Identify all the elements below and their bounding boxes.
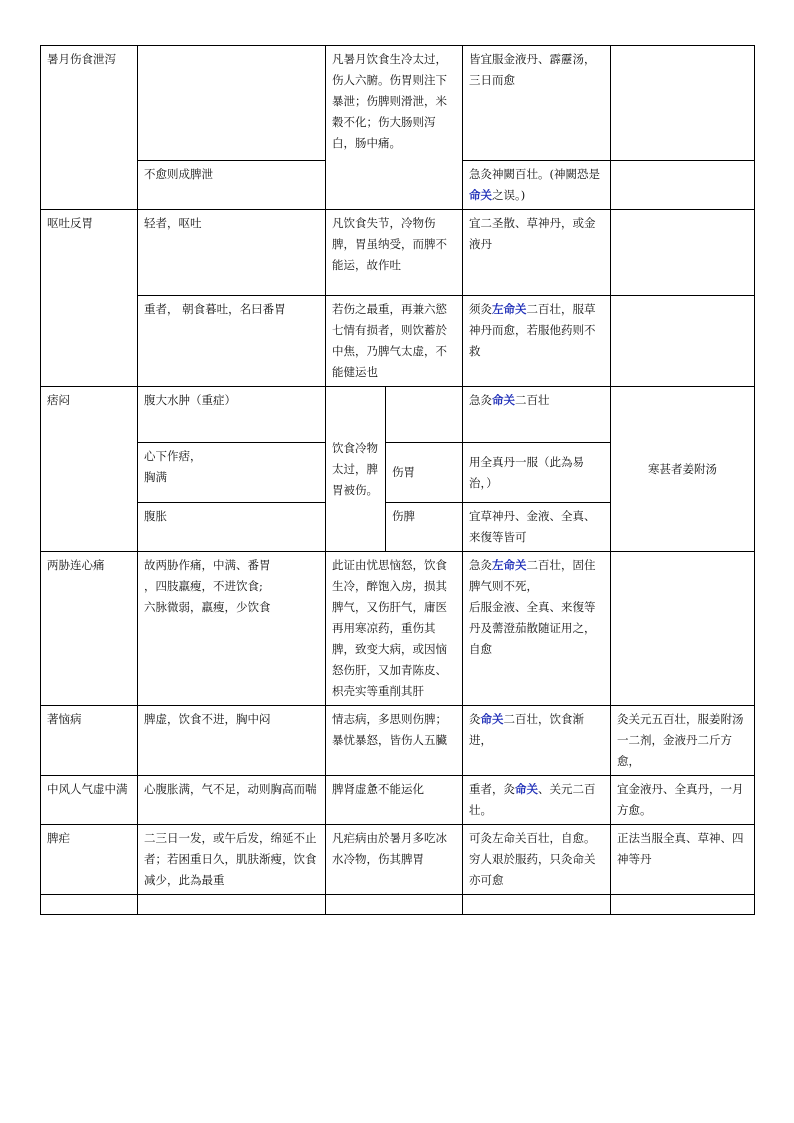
symptom-cell: 呕吐反胃 xyxy=(41,210,138,387)
treatment-cell: 宜二圣散、草神丹，或金液丹 xyxy=(463,210,611,296)
empty-cell xyxy=(41,895,138,915)
note-cell: 灸关元五百壮，服姜附汤一二剂，金液丹二斤方愈， xyxy=(611,706,755,776)
detail-cell: 轻者，呕吐 xyxy=(138,210,326,296)
treatment-text: 重者，灸 xyxy=(469,782,515,796)
treatment-text: 须灸 xyxy=(469,302,492,316)
detail-cell: 腹胀 xyxy=(138,503,326,552)
treatment-text: 急灸神闕百壮。(神闕恐是 xyxy=(469,167,600,181)
treatment-text: 急灸 xyxy=(469,393,492,407)
detail-line: 六脉微弱，羸瘦，少饮食 xyxy=(144,600,271,614)
note-cell xyxy=(611,210,755,296)
cause-cell: 凡暑月饮食生冷太过，伤人六腑。伤胃则注下暴泄；伤脾则滑泄，米穀不化；伤大肠则泻白，肠中痛。 xyxy=(326,46,463,210)
treatment-cell: 宜草神丹、金液、全真、来復等皆可 xyxy=(463,503,611,552)
treatment-cell xyxy=(463,706,611,776)
cause-cell: 饮食冷物太过，脾胃被伤。 xyxy=(326,387,386,552)
table-row xyxy=(41,46,755,161)
treatment-cell xyxy=(463,161,611,210)
acupoint-highlight: 命关 xyxy=(469,188,492,202)
empty-cell xyxy=(611,895,755,915)
symptom-cell: 著恼病 xyxy=(41,706,138,776)
detail-cell xyxy=(138,46,326,161)
note-cell xyxy=(611,296,755,387)
acupoint-highlight: 左命关 xyxy=(492,558,527,572)
treatment-cell: 皆宜服金液丹、霹靂汤，三日而愈 xyxy=(463,46,611,161)
note-cell xyxy=(611,161,755,210)
detail-line: 心下作痞， xyxy=(144,449,202,463)
table-row xyxy=(41,296,755,387)
symptom-cell: 痞闷 xyxy=(41,387,138,552)
detail-line: 故两胁作痛，中满、番胃 xyxy=(144,558,271,572)
empty-cell xyxy=(463,895,611,915)
detail-line: ，四肢羸瘦，不进饮食; xyxy=(144,579,263,593)
symptom-cell: 脾疟 xyxy=(41,825,138,895)
cause-cell: 凡疟病由於暑月多吃冰水冷物，伤其脾胃 xyxy=(326,825,463,895)
organ-cell xyxy=(386,387,463,443)
treatment-text: 灸 xyxy=(469,712,481,726)
table-row xyxy=(41,706,755,776)
empty-cell xyxy=(326,895,463,915)
detail-cell xyxy=(138,552,326,706)
detail-cell: 不愈则成脾泄 xyxy=(138,161,326,210)
treatment-line: 后服金液、全真、来復等丹及薷澄茄散随证用之，自愈 xyxy=(469,600,596,656)
note-cell: 正法当服全真、草神、四神等丹 xyxy=(611,825,755,895)
cause-cell: 若伤之最重，再兼六慾七情有损者，则饮蓄於中焦，乃脾气太虚，不能健运也 xyxy=(326,296,463,387)
note-cell xyxy=(611,552,755,706)
symptom-cell: 两胁连心痛 xyxy=(41,552,138,706)
treatment-text: 二百壮 xyxy=(515,393,550,407)
treatment-text: 急灸 xyxy=(469,558,492,572)
detail-cell: 脾虚，饮食不进，胸中闷 xyxy=(138,706,326,776)
organ-cell: 伤胃 xyxy=(386,443,463,503)
treatment-text: 二百壮，固住脾气则不死， xyxy=(469,558,596,593)
acupoint-highlight: 左命关 xyxy=(492,302,527,316)
detail-line: 胸满 xyxy=(144,470,167,484)
acupoint-highlight: 命关 xyxy=(480,712,504,726)
symptom-cell: 暑月伤食泄泻 xyxy=(41,46,138,210)
cause-cell: 情志病，多思则伤脾；暴忧暴怒，皆伤人五臟 xyxy=(326,706,463,776)
table-row xyxy=(41,825,755,895)
detail-cell: 重者， 朝食暮吐，名曰番胃 xyxy=(138,296,326,387)
cause-cell: 脾肾虚惫不能运化 xyxy=(326,776,463,825)
detail-cell xyxy=(138,443,326,503)
acupoint-highlight: 命关 xyxy=(515,782,538,796)
symptom-cell: 中风人气虚中满 xyxy=(41,776,138,825)
empty-cell xyxy=(138,895,326,915)
treatment-line xyxy=(469,555,604,597)
detail-cell: 腹大水肿（重症） xyxy=(138,387,326,443)
cause-cell: 凡饮食失节，冷物伤脾，胃虽纳受，而脾不能运，故作吐 xyxy=(326,210,463,296)
treatment-cell xyxy=(463,776,611,825)
treatment-cell xyxy=(463,387,611,443)
table-row xyxy=(41,552,755,706)
detail-cell: 心腹胀满，气不足，动则胸高而喘 xyxy=(138,776,326,825)
treatment-cell xyxy=(463,296,611,387)
organ-cell: 伤脾 xyxy=(386,503,463,552)
note-cell: 寒甚者姜附汤 xyxy=(611,387,755,552)
treatment-cell: 用全真丹一服（此為易治，） xyxy=(463,443,611,503)
treatment-cell xyxy=(463,552,611,706)
treatment-text: 二百壮，饮食渐进， xyxy=(469,712,584,747)
note-cell xyxy=(611,46,755,161)
table-row xyxy=(41,776,755,825)
treatment-text: 之误。) xyxy=(492,188,526,202)
table-row xyxy=(41,387,755,443)
detail-cell: 二三日一发，或午后发，绵延不止者；若困重日久，肌肤渐瘦，饮食减少，此為最重 xyxy=(138,825,326,895)
remedy-table xyxy=(40,45,755,915)
treatment-cell: 可灸左命关百壮，自愈。穷人艰於服药，只灸命关亦可愈 xyxy=(463,825,611,895)
acupoint-highlight: 命关 xyxy=(492,393,515,407)
treatment-text: 二百壮，服草神丹而愈，若服他药则不救 xyxy=(469,302,596,358)
note-cell: 宜金液丹、全真丹，一月方愈。 xyxy=(611,776,755,825)
cause-cell: 此证由忧思恼怒，饮食生冷，醉饱入房，损其脾气，又伤肝气，庸医再用寒凉药，重伤其脾，致变大病，或因恼怒伤肝，又加青陈皮、枳壳实等重削其肝 xyxy=(326,552,463,706)
table-row xyxy=(41,210,755,296)
table-row xyxy=(41,895,755,915)
treatment-text: 、关元二百壮。 xyxy=(469,782,596,817)
